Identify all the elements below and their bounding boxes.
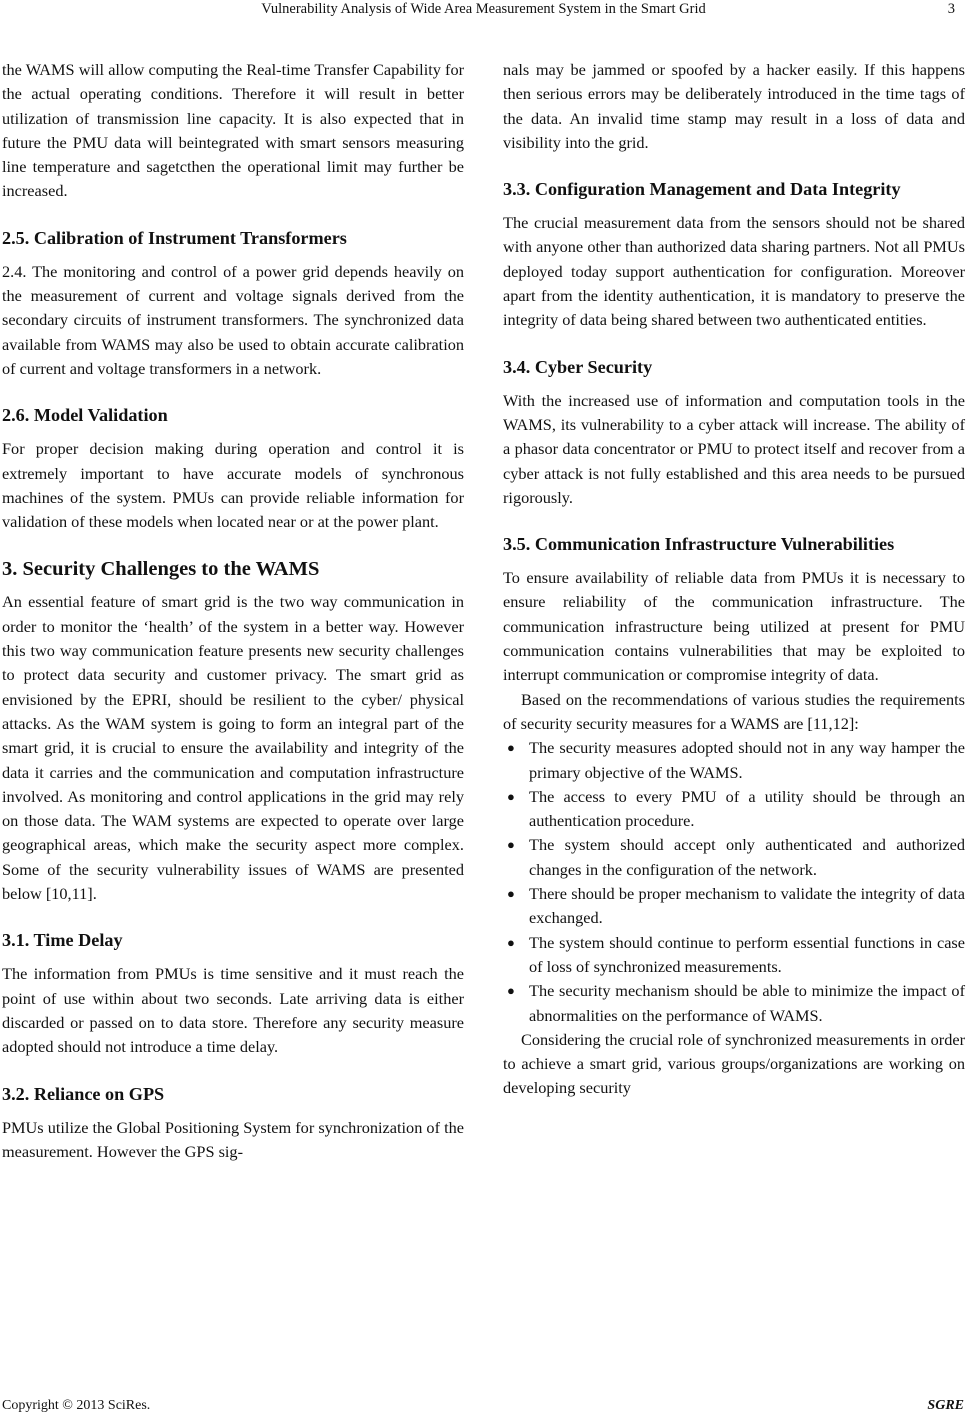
section-heading-3-4: 3.4. Cyber Security — [503, 356, 653, 377]
list-item — [503, 736, 965, 785]
section-heading-3-1: 3.1. Time Delay — [2, 930, 123, 951]
paragraph: PMUs utilize the Global Positioning System for synchronization of the measurement. However the GPS sig- — [2, 1117, 464, 1161]
copyright-text: Copyright © 2013 SciRes. — [2, 1398, 151, 1413]
paragraph: For proper decision making during operation and control it is extremely important to have accurate models of synchronous machines of the system. PMUs can provide reliable information for validation of these models when located near or at the power plant. — [2, 439, 464, 532]
bullet-icon: ● — [507, 740, 515, 756]
left-column — [2, 58, 464, 1164]
bullet-icon: ● — [507, 886, 515, 902]
bullet-icon: ● — [507, 983, 515, 999]
list-item — [503, 833, 965, 882]
section-heading-2-5: 2.5. Calibration of Instrument Transformers — [2, 227, 347, 248]
paragraph: The information from PMUs is time sensitive and it must reach the point of use within about two seconds. Late arriving data is either discarded or passed on to data store. Therefore any security measure adopted should not introduce a time delay. — [2, 964, 464, 1057]
list-item — [503, 979, 965, 1028]
paragraph: To ensure availability of reliable data from PMUs it is necessary to ensure reliability of the communication infrastructure. The communication infrastructure being utilized at present for PMU communication contains vulnerabilities that may be exploited to interrupt communication or compromise integrity of data. — [503, 568, 965, 685]
list-item — [503, 931, 965, 980]
list-item-text: The system should accept only authenticated and authorized changes in the configuration of the network. — [529, 835, 965, 879]
page-number: 3 — [947, 1, 955, 17]
section-heading-3-5: 3.5. Communication Infrastructure Vulnerabilities — [503, 534, 895, 555]
bullet-icon: ● — [507, 788, 515, 804]
section-heading-3-3: 3.3. Configuration Management and Data Integrity — [503, 179, 901, 200]
list-item-text: The security mechanism should be able to minimize the impact of abnormalities on the performance of WAMS. — [529, 981, 965, 1025]
paragraph: With the increased use of information and computation tools in the WAMS, its vulnerability to a cyber attack will increase. The ability of a phasor data concentrator or PMU to protect itself and recover from a cyber attack is not fully established and this area needs to be pursued rigorously. — [503, 390, 965, 507]
section-heading-2-6: 2.6. Model Validation — [2, 405, 168, 426]
paragraph: Based on the recommendations of various studies the requirements of security security measures for a WAMS are [11,12]: — [503, 689, 965, 733]
section-heading-3-2: 3.2. Reliance on GPS — [2, 1083, 165, 1104]
right-column — [503, 58, 965, 1101]
list-item-text: The access to every PMU of a utility should be through an authentication procedure. — [529, 786, 965, 831]
list-item — [503, 882, 965, 931]
running-header — [0, 0, 967, 24]
bullet-icon: ● — [507, 934, 515, 950]
paragraph: nals may be jammed or spoofed by a hacker easily. If this happens then serious errors may be deliberately introduced in the time tags of the data. An invalid time stamp may result in a loss of data and visibility into the grid. — [503, 60, 965, 152]
list-item-text: The system should continue to perform essential functions in case of loss of synchronized measurements. — [529, 932, 965, 976]
paragraph: 2.4. The monitoring and control of a power grid depends heavily on the measurement of current and voltage signals derived from the secondary circuits of instrument transformers. The synchronized data available from WAMS may also be used to obtain accurate calibration of current and voltage transformers in a network. — [2, 261, 464, 378]
paragraph: Considering the crucial role of synchronized measurements in order to achieve a smart grid, various groups/organizations are working on developing security — [503, 1029, 965, 1098]
journal-abbreviation: SGRE — [927, 1398, 964, 1413]
paragraph: The crucial measurement data from the sensors should not be shared with anyone other than authorized data sharing partners. Not all PMUs deployed today support authentication for configuration. Moreover apart from the identity authentication, it is mandatory to preserve the integrity of data being shared between two authenticated entities. — [503, 213, 965, 330]
running-title: Vulnerability Analysis of Wide Area Measurement System in the Smart Grid — [261, 1, 706, 17]
paragraph: the WAMS will allow computing the Real-time Transfer Capability for the actual operating conditions. Therefore it will result in better utilization of transmission line capacity. It is also expected that in future the PMU data will beintegrated with smart sensors measuring line temperature and sagetcthen the operational limit may further be increased. — [2, 60, 464, 201]
list-item — [503, 785, 965, 834]
paragraph: An essential feature of smart grid is the two way communication in order to monitor the ‘health’ of the system in a better way. However this two way communication feature presents new security challenges to protect data security and customer privacy. The smart grid as envisioned by the EPRI, should be resilient to the cyber/ physical attacks. As the WAM system is going to form an integral part of the smart grid, it is crucial to ensure the availability and integrity of the data it carries and the communication and computation infrastructure involved. As monitoring and control applications in the grid may rely on those data. The WAM systems are expected to operate over large geographical areas, which make the security aspect more complex. Some of the security vulnerability issues of WAMS are presented below [10,11]. — [2, 592, 464, 904]
list-item-text: There should be proper mechanism to validate the integrity of data exchanged. — [529, 884, 965, 928]
requirements-list — [503, 736, 965, 1028]
list-item-text: The security measures adopted should not in any way hamper the primary objective of the WAMS. — [529, 738, 965, 782]
section-heading-3: 3. Security Challenges to the WAMS — [2, 558, 320, 581]
bullet-icon: ● — [507, 837, 515, 853]
